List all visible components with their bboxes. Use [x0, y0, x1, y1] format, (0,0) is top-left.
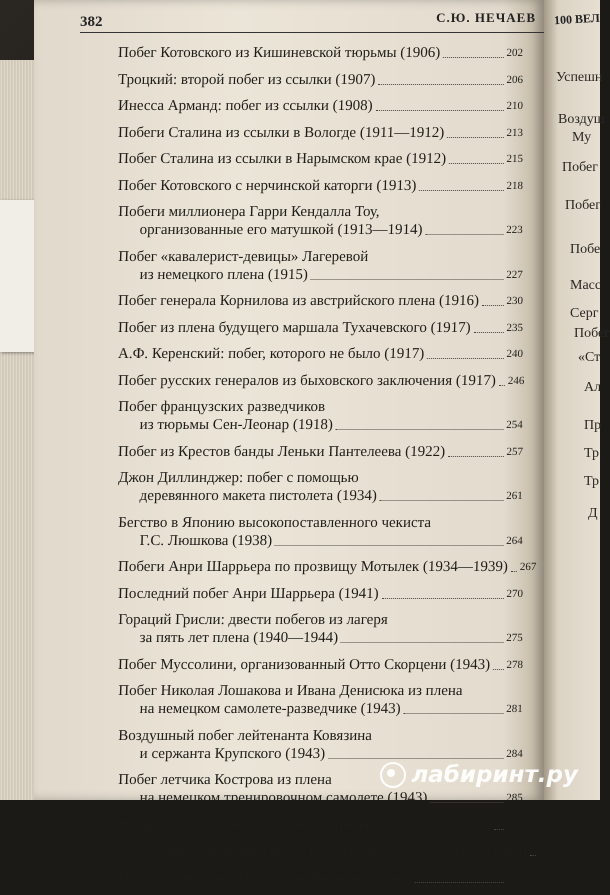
right-page-fragment: Тр [584, 474, 600, 489]
toc-entry-last-line [118, 869, 524, 887]
toc-entry-title-line: Гораций Грисли: двести побегов из лагеря [118, 612, 389, 628]
right-page-fragment: Серг [570, 306, 599, 321]
toc-entry-page-number: 278 [506, 658, 524, 671]
right-page-fragment: Пр [584, 418, 602, 433]
dot-leader [415, 882, 503, 883]
toc-entry-last-line [118, 443, 524, 461]
toc-entry-title-line: Побеги миллионера Гарри Кендалла Тоу, [118, 204, 380, 220]
dot-leader [328, 758, 503, 759]
toc-entry-title-line: Побеги Анри Шаррьера по прозвищу Мотылек (1934—1939) [117, 559, 509, 575]
toc-entry-title-line: Побег Муссолини, организованный Отто Скорцени (1943) [117, 656, 491, 673]
toc-entry [118, 443, 524, 461]
dot-leader [448, 456, 503, 457]
right-page-fragment: Му [572, 130, 592, 145]
toc-entry-page-number: 257 [506, 445, 524, 458]
right-page-fragment: Побе [570, 242, 601, 257]
toc-entry-page-number: 264 [505, 534, 523, 547]
toc-entry-page-number: 210 [506, 100, 524, 112]
toc-entry-title-line: Побег Сталина из ссылки в Нарымском крае (1912) [117, 151, 447, 167]
toc-entry [118, 177, 524, 195]
toc-entry [117, 203, 523, 239]
toc-entry [118, 345, 524, 363]
dot-leader [443, 57, 503, 58]
watermark [380, 762, 578, 788]
right-page-fragment: Д [588, 506, 598, 521]
toc-entry-page-number: 284 [505, 747, 523, 760]
toc-entry-title-line: Побег из Крестов банды Леньки Пантелеева (1922) [117, 443, 446, 460]
toc-entry-title-line: Г.С. Люшкова (1938) [139, 532, 273, 549]
toc-entry [118, 816, 524, 834]
dot-leader [427, 358, 503, 359]
toc-entry-title-line: Побеги военврача Мстислава Яковенко (1943) [117, 869, 413, 886]
right-page-fragment: Ал [584, 380, 602, 395]
toc-entry-title-line: организованные его матушкой (1913—1914) [139, 222, 423, 238]
toc-entry [117, 611, 523, 647]
dot-leader [511, 571, 517, 572]
author-header: С.Ю. НЕЧАЕВ [436, 10, 536, 25]
page-number: 382 [80, 14, 103, 30]
toc-entry-title-line: Побег Николая Лошакова и Ивана Денисюка из плена [118, 683, 463, 699]
toc-entry-title-line: Побег французских разведчиков [118, 399, 326, 415]
toc-entry-last-line [117, 558, 537, 576]
toc-entry-last-line [117, 416, 523, 434]
dot-leader [529, 855, 535, 856]
dot-leader [311, 279, 503, 280]
right-page-fragment: Успешн [556, 70, 603, 85]
toc-entry-page-number: 261 [505, 490, 523, 502]
right-page-fragment: Масс [570, 278, 602, 293]
toc-entry-last-line [118, 816, 524, 834]
dot-leader [494, 829, 503, 830]
toc-entry [118, 585, 524, 603]
toc-entry-last-line [118, 319, 524, 337]
toc-entry-title-line: Побег Котовского с нерчинской каторги (1913) [117, 177, 417, 194]
right-page-header: 100 ВЕЛ [553, 10, 601, 28]
toc-entry-title-line: Бегство в Японию высокопоставленного чекиста [118, 514, 432, 531]
right-page-fragment: Воздуш [558, 112, 605, 127]
dot-leader [380, 500, 503, 501]
toc-entry [117, 398, 523, 434]
toc-entry-title-line: Владимир Лавриненков: побег из немецкого поезда (1943) [117, 816, 492, 833]
toc-entry-title-line: на немецком тренировочном самолете (1943) [139, 790, 428, 806]
toc-entry-title-line: Побеги Сталина из ссылки в Вологде (1911—1912) [117, 124, 445, 141]
toc-entry-last-line [118, 585, 524, 603]
toc-entry [118, 97, 524, 115]
toc-entry-title-line: Побег Котовского из Кишиневской тюрьмы (1906) [117, 45, 441, 61]
toc-entry [117, 842, 556, 860]
toc-entry-page-number: 235 [506, 321, 524, 334]
toc-entry-last-line [118, 177, 524, 195]
toc-entry-title-line: Троцкий: второй побег из ссылки (1907) [117, 71, 376, 88]
toc-entry-page-number: 215 [506, 153, 524, 165]
right-page-fragment: Побег [562, 160, 599, 175]
toc-entry [117, 682, 523, 718]
toc-entry-page-number: 246 [507, 374, 525, 387]
toc-entry-last-line [117, 745, 523, 763]
dot-leader [493, 669, 503, 670]
page-block-edge [0, 60, 34, 800]
toc-entry-title-line: А.Ф. Керенский: побег, которого не было (1917) [117, 346, 425, 362]
dot-leader [336, 429, 503, 430]
dot-leader [425, 234, 503, 235]
dot-leader [473, 332, 503, 333]
toc-entry [118, 292, 524, 310]
toc-entry-page-number: 267 [519, 561, 537, 573]
toc-entry-last-line [117, 629, 523, 647]
toc-entry-last-line [117, 266, 523, 284]
dot-leader [341, 642, 503, 643]
toc-entry-title-line: деревянного макета пистолета (1934) [139, 488, 378, 504]
toc-entry-title-line: Побег летчика Кострова из плена [118, 772, 333, 788]
dot-leader [430, 802, 503, 803]
toc-entry-title-line: из немецкого плена (1915) [139, 266, 309, 283]
toc-entry-page-number: 285 [505, 792, 523, 804]
dot-leader [499, 385, 505, 386]
toc-entry-last-line [118, 44, 524, 62]
toc-entry-page-number: 270 [506, 587, 524, 600]
toc-entry-last-line [117, 221, 523, 239]
dot-leader [482, 305, 504, 306]
toc-entry-page-number: 290 [538, 845, 556, 857]
right-page-fragment: Тр [584, 446, 600, 461]
toc-entry-page-number: 254 [505, 419, 523, 431]
dot-leader [275, 545, 503, 546]
right-page-fragment: «Ст [578, 350, 601, 365]
toc-entry-page-number: 275 [505, 632, 523, 644]
toc-entry-page-number: 227 [505, 268, 523, 281]
toc-entry [117, 514, 523, 550]
toc-entry-last-line [118, 345, 524, 363]
toc-entry-last-line [118, 150, 524, 168]
toc-entry [117, 248, 523, 284]
toc-entry-last-line [118, 124, 524, 142]
toc-entry-title-line: Побег русских генералов из быховского заключения (1917) [117, 372, 497, 389]
toc-entry-title-line: С.С. Александровский: побег из плена и его последствия (1943) [117, 843, 527, 859]
toc-entry-last-line [117, 532, 523, 550]
toc-entry-title-line: Инесса Арманд: побег из ссылки (1908) [117, 98, 373, 114]
right-page-fragment: Побег [574, 326, 610, 341]
labirint-logo-icon [380, 762, 406, 788]
toc-entry-page-number: 281 [505, 703, 523, 715]
right-page-fragment: Побег [565, 198, 602, 213]
dot-leader [403, 713, 503, 714]
toc-entry-last-line [118, 656, 524, 674]
toc-entry [118, 656, 524, 674]
toc-entry-page-number: 287 [506, 818, 524, 831]
toc-entry [118, 869, 524, 887]
toc-entry [118, 44, 524, 62]
toc-entry-page-number: 223 [505, 224, 523, 236]
dot-leader [419, 190, 503, 191]
toc-entry-last-line [117, 789, 523, 807]
dot-leader [381, 598, 503, 599]
toc-entry-title-line: за пять лет плена (1940—1944) [139, 630, 339, 646]
dot-leader [378, 84, 503, 85]
toc-entry-title-line: Побег из плена будущего маршала Тухачевского (1917) [117, 319, 471, 336]
toc-entry-page-number: 240 [506, 348, 524, 360]
dot-leader [376, 110, 504, 111]
toc-entry-page-number: 294 [506, 871, 524, 884]
toc-entry-last-line [117, 487, 523, 505]
toc-entry-page-number: 202 [506, 47, 524, 59]
toc-entry-last-line [117, 842, 556, 860]
toc-entry-last-line [117, 700, 523, 718]
toc-entry [118, 71, 524, 89]
toc-entry-title-line: Джон Диллинджер: побег с помощью [118, 470, 360, 486]
toc-entry-title-line: Воздушный побег лейтенанта Ковязина [118, 727, 373, 744]
toc-entry-last-line [118, 292, 524, 310]
toc-entry-title-line: из тюрьмы Сен-Леонар (1918) [139, 417, 334, 433]
toc-entry-page-number: 218 [506, 179, 524, 192]
toc-entry-title-line: Побег «кавалерист-девицы» Лагеревой [118, 248, 369, 265]
toc-entry [117, 558, 537, 576]
dot-leader [447, 137, 503, 138]
toc-entry-last-line [118, 97, 524, 115]
dot-leader [449, 163, 503, 164]
toc-entry-page-number: 213 [506, 126, 524, 139]
toc-entry-title-line: Побег генерала Корнилова из австрийского плена (1916) [117, 293, 480, 309]
running-header [80, 10, 544, 33]
toc-entry-page-number: 230 [506, 295, 524, 307]
toc-entry-title-line: Последний побег Анри Шаррьера (1941) [117, 585, 379, 602]
toc-entry [118, 150, 524, 168]
toc-entry-title-line: на немецком самолете-разведчике (1943) [139, 701, 401, 717]
toc-entry [117, 727, 523, 763]
toc-entry [118, 124, 524, 142]
toc-entry [118, 319, 524, 337]
toc-entry-page-number: 206 [506, 73, 524, 86]
toc-entry-title-line: и сержанта Крупского (1943) [139, 745, 326, 762]
toc-entry-last-line [118, 372, 524, 390]
toc-entry [117, 469, 523, 505]
watermark-text: лабиринт.ру [411, 762, 578, 788]
toc-entry [118, 372, 524, 390]
toc-entry-last-line [118, 71, 524, 89]
